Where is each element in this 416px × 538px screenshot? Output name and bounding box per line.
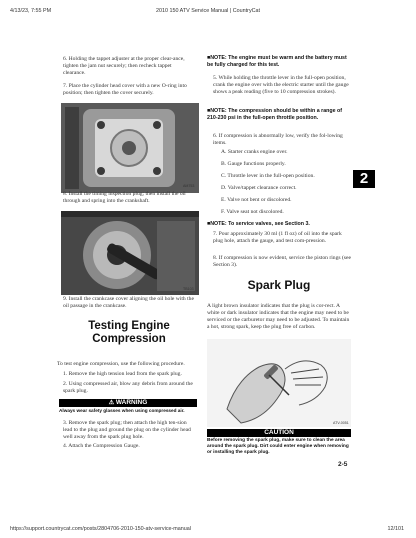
- print-page-title: 2010 150 ATV Service Manual | CountryCat: [155, 8, 261, 14]
- caution-banner: CAUTION: [207, 429, 351, 437]
- check-item-e: E. Valve not bent or discolored.: [221, 197, 292, 203]
- print-datetime: 4/13/23, 7:55 PM: [10, 8, 52, 14]
- check-item-c: C. Throttle lever in the full-open position.: [221, 173, 315, 179]
- step-8: 8. Install the timing inspection plug; then install the oil through and spring into the crankshaft.: [63, 191, 186, 204]
- warning-label: WARNING: [115, 399, 148, 406]
- cylinder-head-illustration: [61, 103, 199, 193]
- section-tab: 2: [353, 170, 375, 188]
- section-title-spark-plug: Spark Plug: [247, 278, 311, 292]
- note-compression-range: ■NOTE: The compression should be within a range of 210-230 psi in the full-open throttle position.: [207, 108, 343, 121]
- warning-text: Always wear safety glasses when using compressed air.: [59, 408, 185, 413]
- right-step-7: 7. Pour approximately 30 ml (1 fl oz) of oil into the spark plug hole, attach the gauge, and test com-pression.: [213, 231, 342, 244]
- test-step-4: 4. Attach the Compression Gauge.: [63, 443, 140, 449]
- step-7: 7. Place the cylinder head cover with a new O-ring into position; then tighten the cover securely.: [63, 83, 187, 96]
- photo3-caption: ATV-0051: [333, 421, 349, 425]
- photo-crankcase: [61, 211, 199, 295]
- photo2-caption: TB103: [183, 287, 194, 291]
- print-url: https://support.countrycat.com/posts/2804706-2010-150-atv-service-manual: [10, 526, 191, 532]
- page-number: 2-5: [338, 461, 348, 468]
- check-item-f: F. Valve seat not discolored.: [221, 209, 284, 215]
- test-step-3: 3. Remove the spark plug; then attach the high ten-sion lead to the plug and ground the plug on the cylinder head well away from the spark plug hole.: [63, 420, 191, 440]
- section-title-line-2: Compression: [92, 332, 166, 345]
- test-step-1: 1. Remove the high tension lead from the spark plug.: [63, 371, 182, 377]
- manual-page: [55, 45, 365, 485]
- print-page-count: 12/101: [387, 526, 404, 532]
- note-warm-engine: ■NOTE: The engine must be warm and the battery must be fully charged for this test.: [207, 55, 347, 68]
- spark-plug-illustration: [207, 339, 351, 427]
- check-item-a: A. Starter cranks engine over.: [221, 149, 288, 155]
- note-service-valves: ■NOTE: To service valves, see Section 3.: [207, 221, 310, 227]
- right-step-8: 8. If compression is now evident, service the piston rings (see Section 3).: [213, 255, 351, 268]
- section-title-testing-compression: [63, 320, 195, 345]
- spark-plug-paragraph: A light brown insulator indicates that the plug is cor-rect. A white or dark insulator indicates that the engine may need to be serviced or the carburetor may need to be adjusted. To maintain a hot, strong spark, keep the plug free of carbon.: [207, 303, 350, 330]
- photo-spark-plug: [207, 339, 351, 427]
- step-9: 9. Install the crankcase cover aligning the oil hole with the oil passage in the crankcase.: [63, 296, 194, 309]
- test-step-2: 2. Using compressed air, blow any debris from around the spark plug.: [63, 381, 193, 394]
- warning-banner: [59, 399, 197, 407]
- photo-cylinder-head: [61, 103, 199, 193]
- right-step-5: 5. While holding the throttle lever in the full-open position, crank the engine over with the electric starter until the gauge shows a peak reading (five to 10 compression strokes).: [213, 75, 349, 95]
- compression-intro: To test engine compression, use the following procedure.: [57, 361, 185, 367]
- warning-triangle-icon: ⚠: [108, 400, 115, 406]
- step-6: 6. Holding the tappet adjuster at the proper clear-ance, tighten the jam nut securely; then recheck tappet clearance.: [63, 56, 185, 76]
- photo1-caption: AM753: [183, 184, 195, 188]
- check-item-b: B. Gauge functions properly.: [221, 161, 286, 167]
- section-title-line-1: Testing Engine: [88, 320, 170, 332]
- crankcase-illustration: [61, 211, 199, 295]
- check-item-d: D. Valve/tappet clearance correct.: [221, 185, 297, 191]
- caution-text: Before removing the spark plug, make sure to clean the area around the spark plug. Dirt could enter engine when removing or installing the spark plug.: [207, 438, 349, 456]
- right-step-6: 6. If compression is abnormally low, verify the fol-lowing items.: [213, 133, 343, 146]
